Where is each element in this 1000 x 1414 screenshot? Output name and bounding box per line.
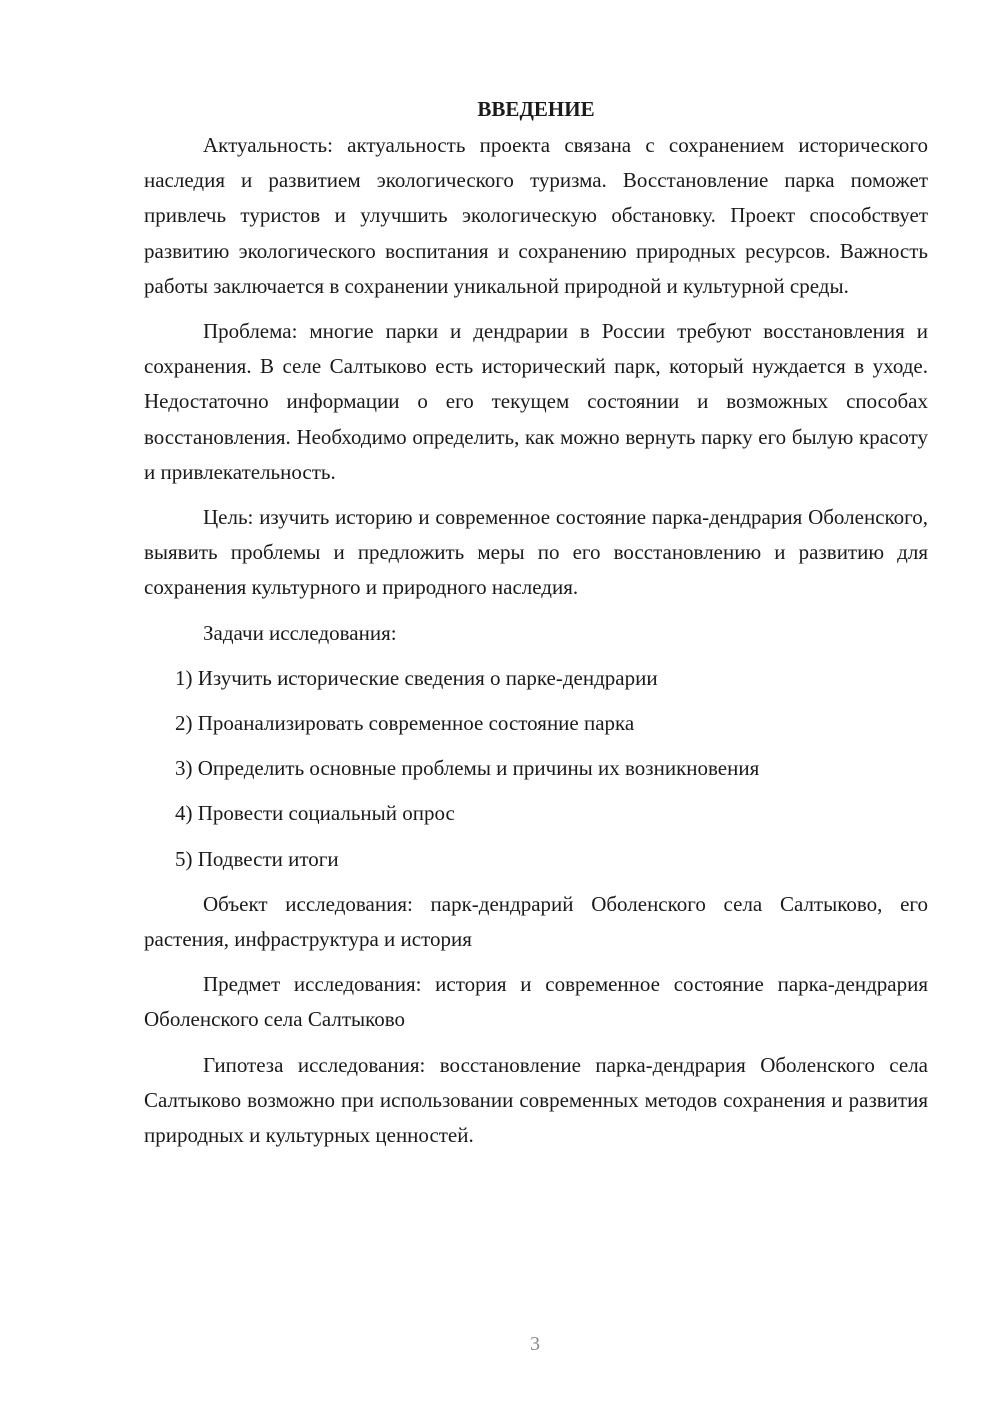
tasks-title: Задачи исследования: bbox=[203, 620, 397, 645]
document-page bbox=[144, 94, 928, 1163]
page-number: 3 bbox=[530, 1333, 540, 1355]
task-item: 5) Подвести итоги bbox=[175, 846, 339, 871]
relevance-paragraph: Актуальность: актуальность проекта связана с сохранением исторического наследия и развитием экологического туризма. Восстановление парка поможет привлечь туристов и улучшить экологическую обстановку. Проект способствует развитию экологического воспитания и сохранению природных ресурсов. Важность работы заключается в сохранении уникальной природной и культурной среды. bbox=[144, 133, 928, 298]
object-paragraph: Объект исследования: парк-дендрарий Оболенского села Салтыково, его растения, инфраструктура и история bbox=[144, 891, 928, 952]
task-item: 4) Провести социальный опрос bbox=[175, 801, 455, 826]
problem-paragraph: Проблема: многие парки и дендрарии в России требуют восстановления и сохранения. В селе Салтыково есть исторический парк, который нуждается в уходе. Недостаточно информации о его текущем состоянии и возможных способах восстановления. Необходимо определить, как можно вернуть парку его былую красоту и привлекательность. bbox=[144, 319, 928, 484]
task-item: 1) Изучить исторические сведения о парке-дендрарии bbox=[175, 665, 658, 690]
page-title: ВВЕДЕНИЕ bbox=[477, 97, 595, 121]
task-item: 3) Определить основные проблемы и причины их возникновения bbox=[175, 756, 760, 781]
task-item: 2) Проанализировать современное состояние парка bbox=[175, 711, 635, 736]
goal-paragraph: Цель: изучить историю и современное состояние парка-дендрария Оболенского, выявить проблемы и предложить меры по его восстановлению и развитию для сохранения культурного и природного наследия. bbox=[144, 505, 928, 600]
hypothesis-paragraph: Гипотеза исследования: восстановление парка-дендрария Оболенского села Салтыково возможно при использовании современных методов сохранения и развития природных и культурных ценностей. bbox=[144, 1052, 928, 1148]
subject-paragraph: Предмет исследования: история и современное состояние парка-дендрария Оболенского села Салтыково bbox=[144, 972, 928, 1032]
